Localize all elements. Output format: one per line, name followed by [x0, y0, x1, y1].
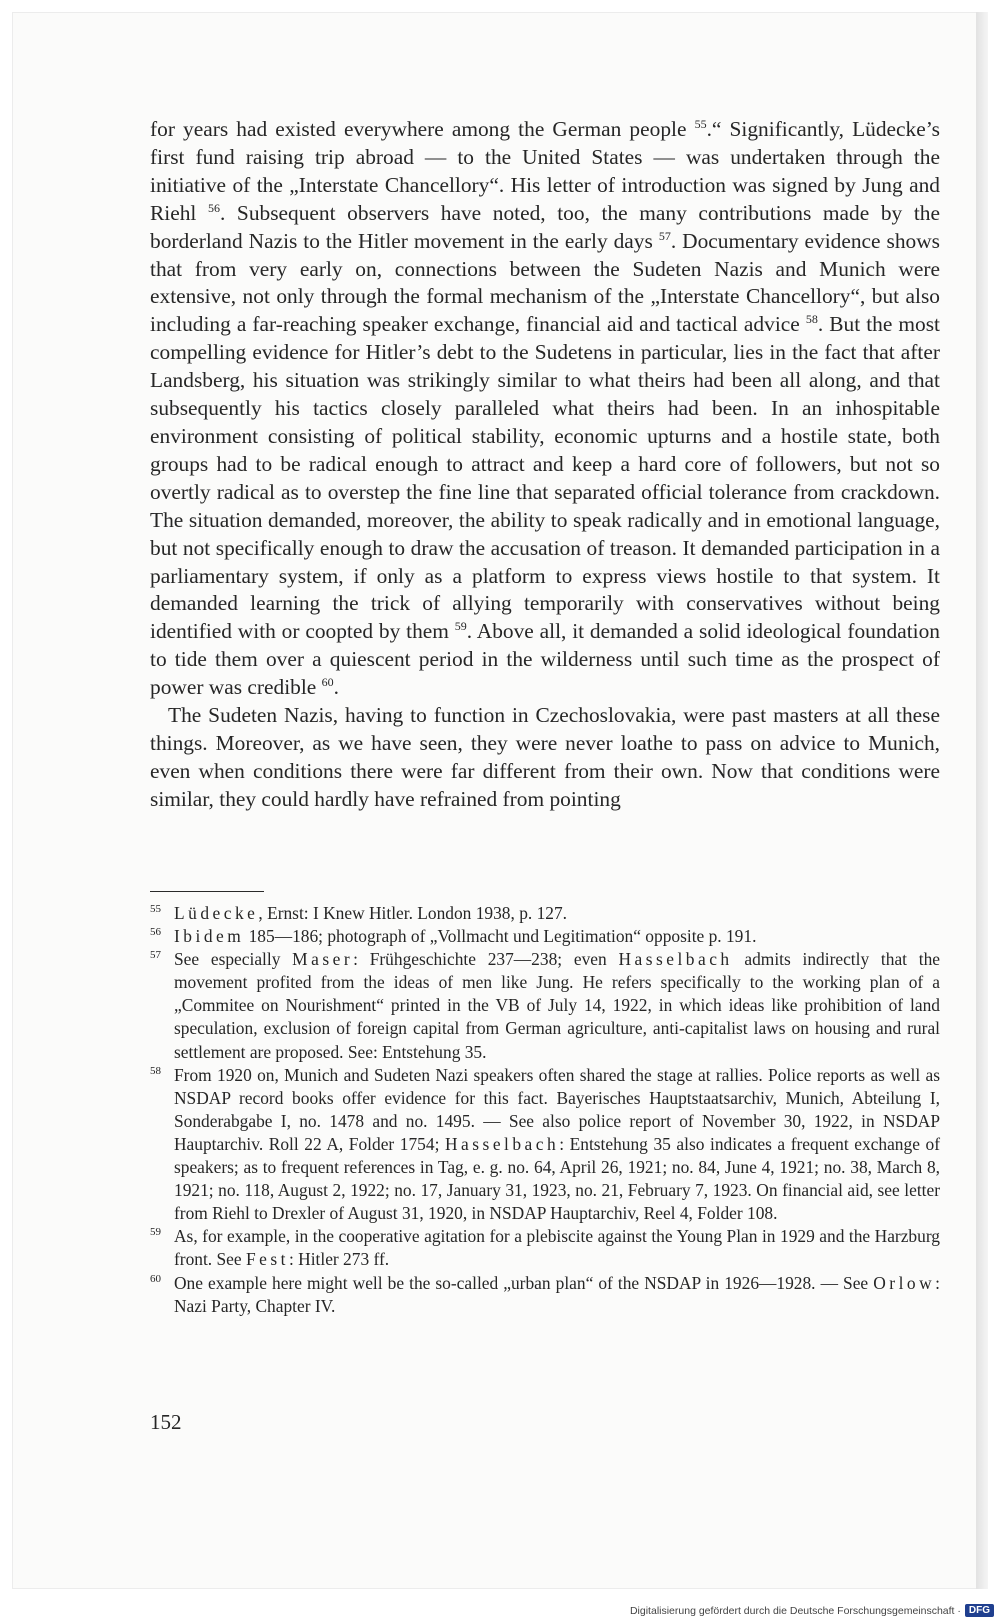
author-name-spaced: Hasselbach — [445, 1133, 560, 1154]
page-spine-shadow — [976, 12, 988, 1589]
footnote-number: 58 — [150, 1064, 161, 1077]
footnote — [150, 948, 940, 1063]
page-number: 152 — [150, 1410, 182, 1434]
text-run: : Hitler 273 ff. — [288, 1249, 390, 1270]
text-run: From 1920 on, Munich and Sudeten Nazi speakers often shared the stage at rallies. Police reports as well as NSDAP record books offer evidence for this fact. Bayerisches Hauptstaatsarchiv, Munich, Abteilung I, Sonderabgabe I, no. 1478 and no. 1495. — See also police report of November 30, 1922, in NSDAP Hauptarchiv. Roll 22 A, Folder 1754; — [174, 1064, 940, 1154]
text-run: . — [333, 675, 340, 700]
text-run: admits indirectly that the movement profited from the ideas of men like Jung. He refers specifically to the working plan of a „Commitee on Nourishment“ printed in the VB of July 14, 1922, in which ideas like prohibition of land speculation, exclusion of foreign capital from German agriculture, anti-capitalist laws on housing and rural settlement are proposed. See: Entstehung 35. — [174, 949, 940, 1062]
text-run: . Above all, it demanded a solid ideological foundation to tide them over a quiescent period in the wilderness until such time as the prospect of power was credible — [150, 619, 940, 700]
footnote — [150, 902, 940, 925]
footnote-reference: 59 — [454, 619, 467, 634]
text-run: , Ernst: I Knew Hitler. London 1938, p. 127. — [258, 903, 568, 923]
text-run: 185—186; photograph of „Vollmacht und Legitimation“ opposite p. 191. — [244, 926, 757, 947]
footnotes — [150, 902, 940, 1318]
text-run: : Frühgeschichte 237—238; even — [353, 949, 619, 970]
author-name-spaced: Fest — [245, 1249, 289, 1270]
text-run: One example here might well be the so-called „urban plan“ of the NSDAP in 1926—1928. — See — [174, 1272, 874, 1293]
footnote-number: 59 — [150, 1226, 161, 1239]
dfg-logo-icon: DFG — [965, 1604, 994, 1617]
author-name-spaced: Orlow — [873, 1272, 936, 1293]
text-run: See especially — [174, 949, 293, 970]
footnote — [150, 1064, 940, 1226]
author-name-spaced: Ibidem — [174, 926, 245, 947]
footnote-separator-rule — [150, 891, 264, 892]
text-run: . Documentary evidence shows that from very early on, connections between the Sudeten Nazis and Munich were extensive, not only through the formal mechanism of the „Interstate Chancellory“, but also including a far-reaching speaker exchange, financial aid and tactical advice — [150, 228, 940, 337]
footnote — [150, 1225, 940, 1271]
body-text — [150, 116, 940, 814]
footnote-reference: 56 — [207, 200, 220, 215]
body-paragraph — [150, 702, 940, 814]
footnote-reference: 55 — [694, 117, 707, 131]
footnote-number: 55 — [150, 903, 161, 915]
footnote-number: 56 — [150, 926, 161, 939]
text-run: As, for example, in the cooperative agitation for a plebiscite against the Young Plan in 1929 and the Harzburg front. See — [174, 1226, 940, 1270]
body-paragraph — [150, 116, 940, 702]
author-name-spaced: Hasselbach — [618, 949, 733, 970]
text-run: . But the most compelling evidence for Hitler’s debt to the Sudetens in particular, lies in the fact that after Landsberg, his situation was strikingly similar to what theirs had been all along, and that subsequently his tactics closely paralleled what theirs had been. In an inhospitable environment consisting of political stability, economic upturns and a hostile state, both groups had to be radical enough to attract and keep a hard core of followers, but not so overtly radical as to overstep the fine line that separated official tolerance from crackdown. The situation demanded, moreover, the ability to speak radically and in emotional language, but not specifically enough to draw the accusation of treason. It demanded participation in a parliamentary system, if only as a platform to express views hostile to that system. It demanded learning the trick of allying temporarily with conservatives without being identified with or coopted by them — [150, 312, 940, 644]
text-run: : Nazi Party, Chapter IV. — [174, 1272, 940, 1316]
footnote-number: 57 — [150, 949, 161, 962]
footnote-reference: 57 — [658, 228, 671, 243]
text-run: for years had existed everywhere among the German people — [150, 117, 695, 141]
footnote-reference: 60 — [321, 675, 334, 690]
text-run: .“ Significantly, Lüdecke’s first fund raising trip abroad — to the United States — was undertaken through the initiative of the „Interstate Chancellory“. His letter of introduction was signed by Jung and Riehl — [150, 117, 940, 225]
text-run: . Subsequent observers have noted, too, the many contributions made by the borderland Nazis to the Hitler movement in the early days — [150, 200, 940, 253]
author-name-spaced: Lüdecke — [174, 903, 259, 923]
author-name-spaced: Maser — [292, 949, 354, 970]
footnote — [150, 925, 940, 948]
digitization-credit — [630, 1604, 994, 1617]
footnote — [150, 1272, 940, 1318]
text-run: The Sudeten Nazis, having to function in Czechoslovakia, were past masters at all these things. Moreover, as we have seen, they were never loathe to pass on advice to Munich, even when conditions there were far different from their own. Now that conditions were similar, they could hardly have refrained from pointing — [150, 703, 940, 811]
text-run: : Entstehung 35 also indicates a frequent exchange of speakers; as to frequent references in Tag, e. g. no. 64, April 26, 1921; no. 84, June 4, 1921; no. 38, March 8, 1921; no. 118, August 2, 1922; no. 17, January 31, 1923, no. 21, February 7, 1923. On financial aid, see letter from Riehl to Drexler of August 31, 1920, in NSDAP Hauptarchiv, Reel 4, Folder 108. — [174, 1133, 940, 1224]
footnote-number: 60 — [150, 1272, 161, 1285]
footnote-reference: 58 — [805, 312, 818, 327]
credit-text: Digitalisierung gefördert durch die Deutsche Forschungsgemeinschaft · — [629, 1604, 961, 1617]
